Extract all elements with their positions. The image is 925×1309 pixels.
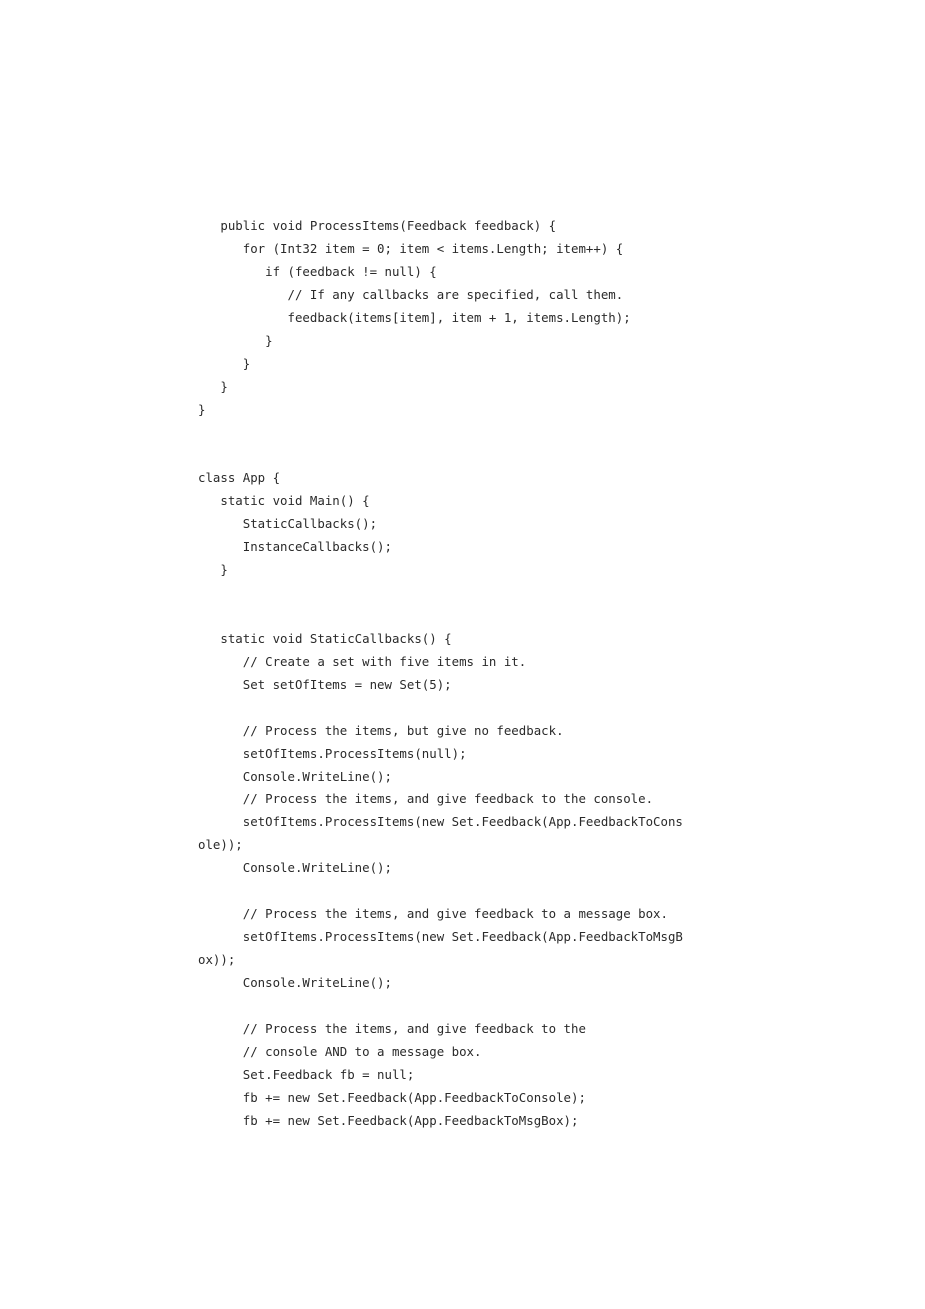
code-line: Console.WriteLine(); xyxy=(198,860,392,876)
code-line: // Process the items, and give feedback to a message box. xyxy=(198,906,668,922)
code-line: Console.WriteLine(); xyxy=(198,768,392,784)
code-line xyxy=(198,605,798,628)
code-line: } xyxy=(198,332,273,348)
code-line: Console.WriteLine(); xyxy=(198,974,392,990)
code-line: fb += new Set.Feedback(App.FeedbackToConsole); xyxy=(198,1089,586,1105)
code-line: for (Int32 item = 0; item < items.Length; item++) { xyxy=(198,240,624,256)
code-line: static void Main() { xyxy=(198,493,370,509)
code-line xyxy=(198,995,798,1018)
code-line: } xyxy=(198,378,228,394)
code-listing xyxy=(198,215,798,1133)
code-line: ole)); xyxy=(198,837,243,853)
code-line: InstanceCallbacks(); xyxy=(198,539,392,555)
code-line: } xyxy=(198,355,251,371)
code-line: StaticCallbacks(); xyxy=(198,516,378,532)
code-line: class App { xyxy=(198,470,281,486)
code-line: } xyxy=(198,562,228,578)
code-line: setOfItems.ProcessItems(new Set.Feedback(App.FeedbackToMsgB xyxy=(198,929,683,945)
code-line: setOfItems.ProcessItems(null); xyxy=(198,745,467,761)
code-line: // If any callbacks are specified, call them. xyxy=(198,286,624,302)
code-line: // Process the items, and give feedback to the console. xyxy=(198,791,654,807)
code-line: Set.Feedback fb = null; xyxy=(198,1066,415,1082)
code-line: fb += new Set.Feedback(App.FeedbackToMsgBox); xyxy=(198,1112,579,1128)
code-line: Set setOfItems = new Set(5); xyxy=(198,676,452,692)
code-line: ox)); xyxy=(198,952,236,967)
code-line: // Process the items, and give feedback to the xyxy=(198,1020,586,1036)
code-line xyxy=(198,444,798,467)
code-line xyxy=(198,421,798,444)
code-line: // Process the items, but give no feedback. xyxy=(198,722,564,738)
code-line xyxy=(198,697,798,720)
code-line: if (feedback != null) { xyxy=(198,263,437,279)
code-line: feedback(items[item], item + 1, items.Length); xyxy=(198,309,631,325)
code-line: // console AND to a message box. xyxy=(198,1043,482,1059)
code-line: } xyxy=(198,401,206,417)
code-line xyxy=(198,582,798,605)
code-line: static void StaticCallbacks() { xyxy=(198,630,452,646)
code-line: // Create a set with five items in it. xyxy=(198,653,527,669)
code-line: public void ProcessItems(Feedback feedback) { xyxy=(198,218,557,233)
code-line xyxy=(198,880,798,903)
code-line: setOfItems.ProcessItems(new Set.Feedback(App.FeedbackToCons xyxy=(198,814,683,830)
